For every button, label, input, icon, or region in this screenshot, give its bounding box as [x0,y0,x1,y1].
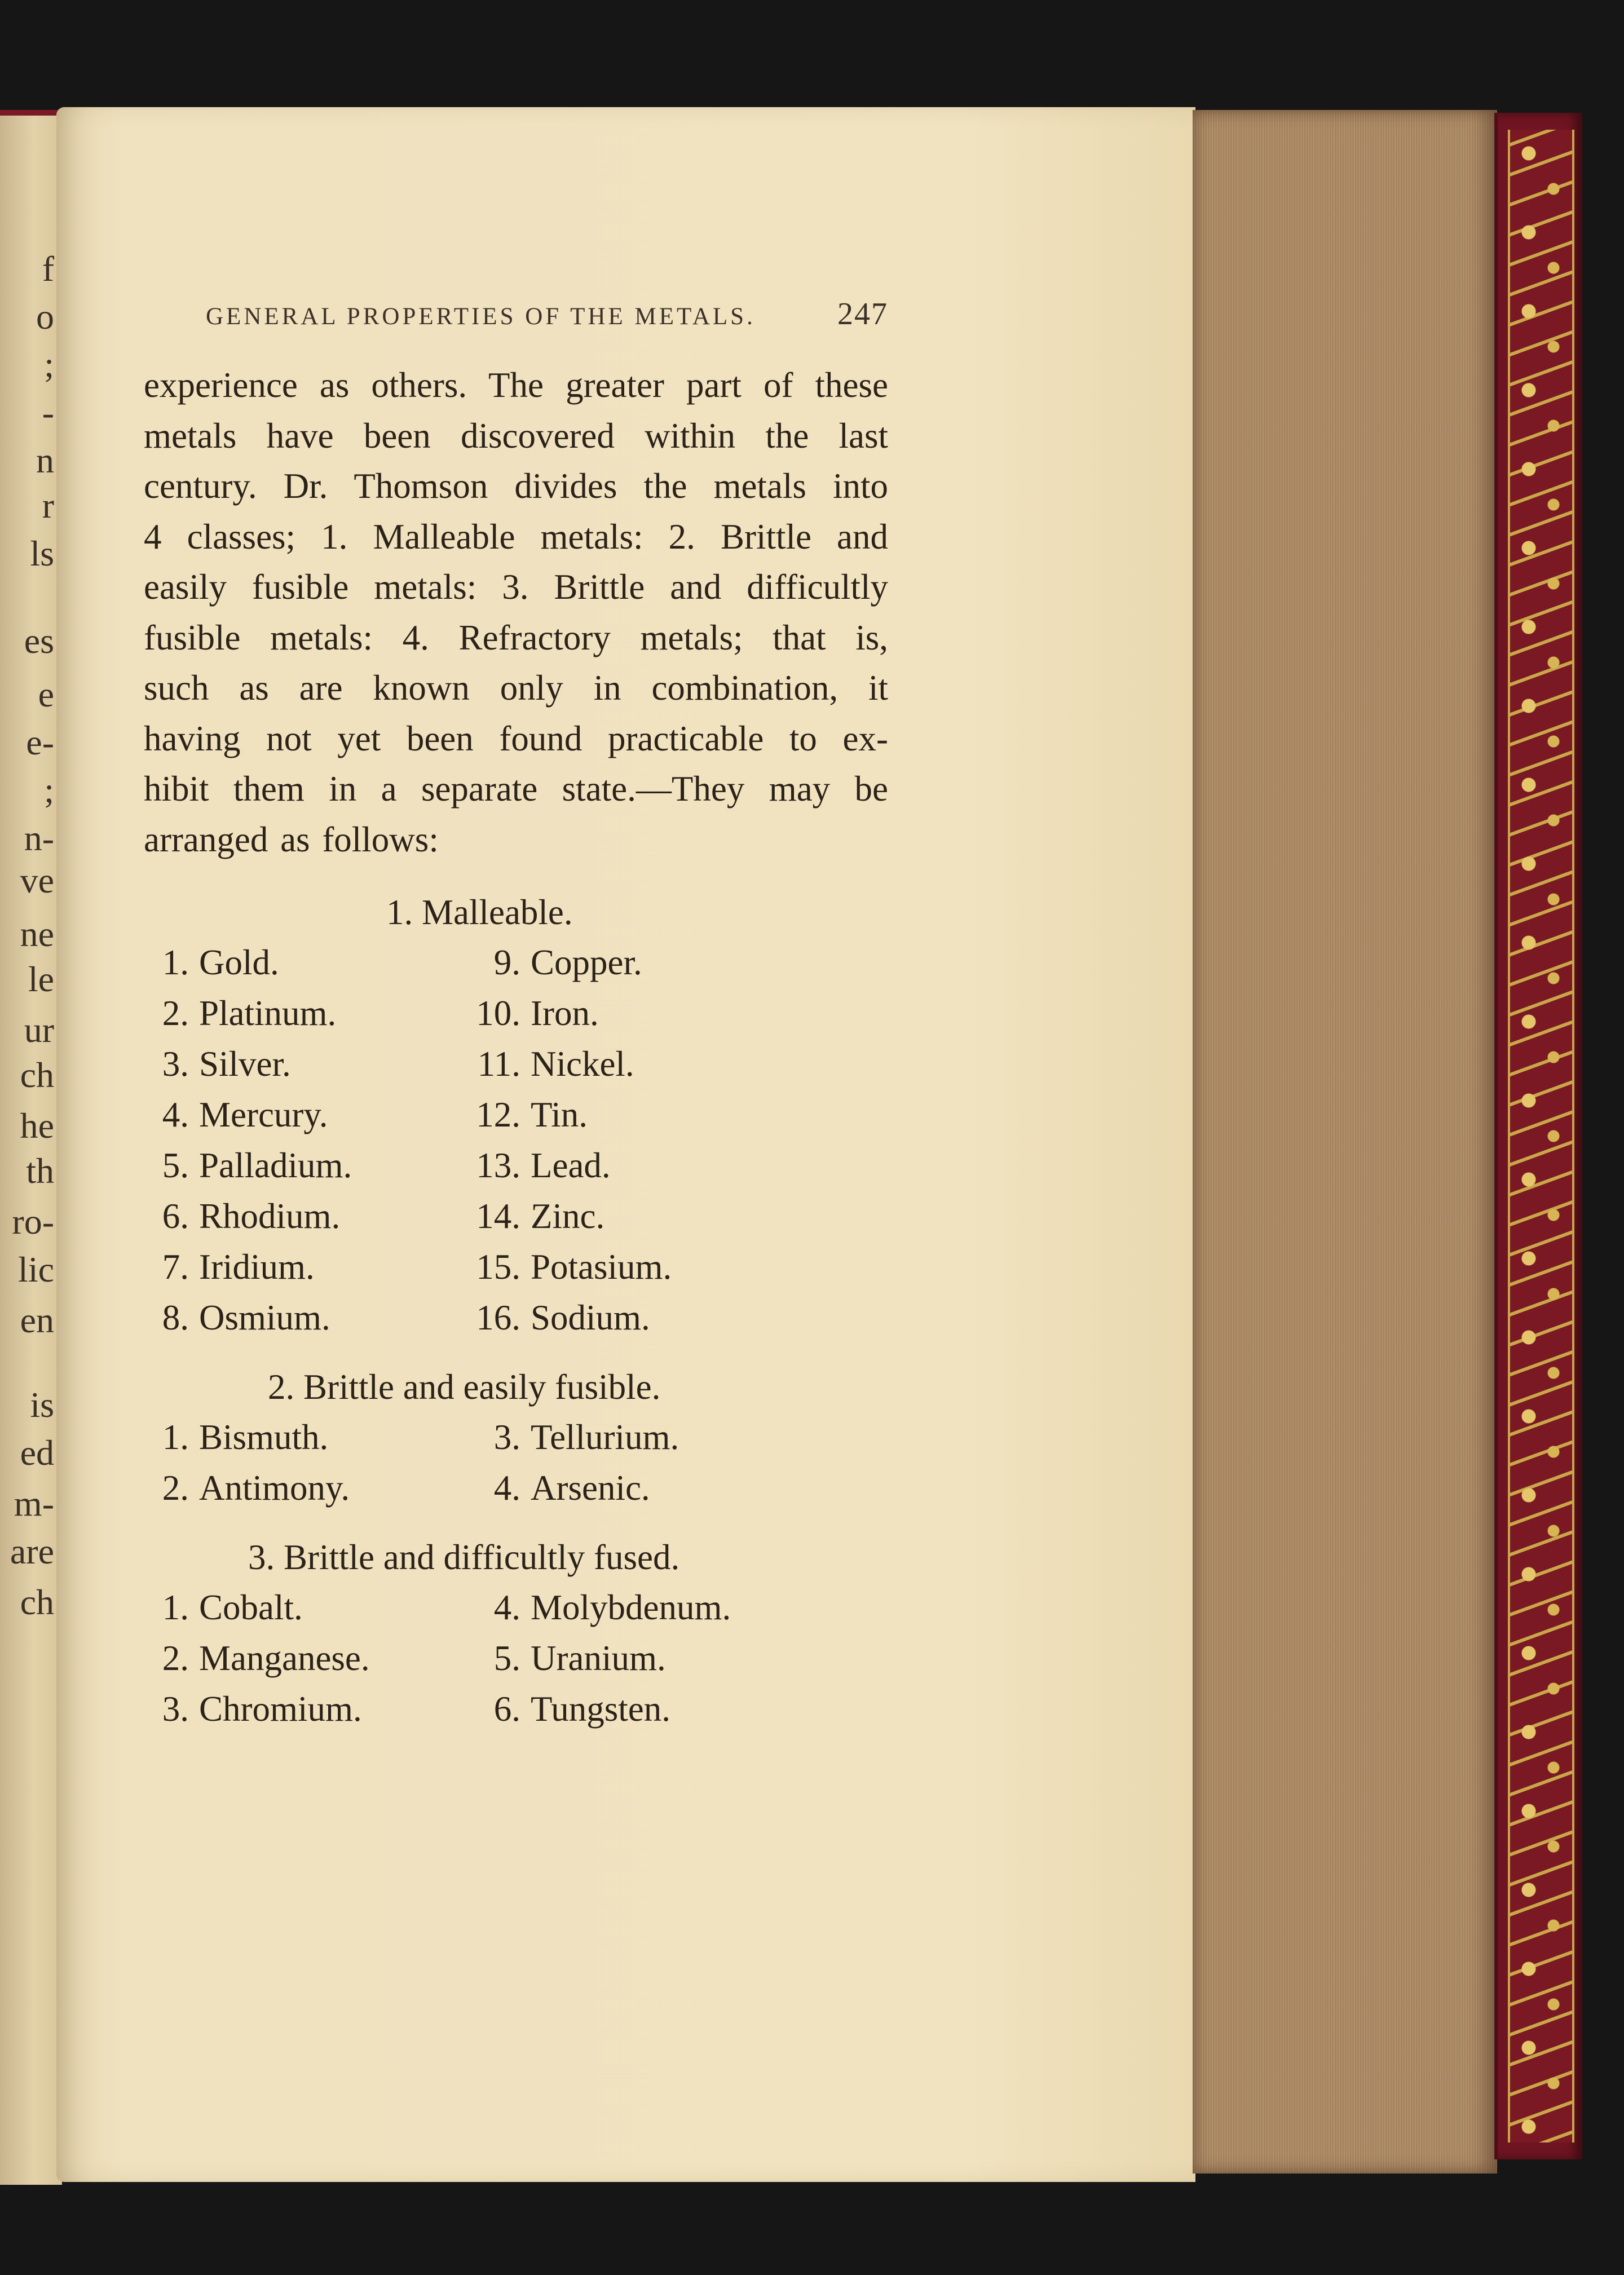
paragraph [144,360,888,865]
metal-number: 5. [162,1146,189,1185]
metal-entry [460,1292,775,1343]
previous-page-text-fragment: n [36,440,54,480]
metal-entry [460,1633,775,1684]
metal-entry [460,1582,775,1633]
metal-number: 9. [493,943,520,982]
previous-page-text-fragment: th [26,1151,54,1191]
metal-number: 1. [162,1588,189,1627]
metal-number: 6. [162,1196,189,1236]
metal-entry [144,1292,460,1343]
previous-page-text-fragment: r [42,485,54,525]
metal-entry [144,1684,460,1734]
metal-name: Tellurium. [531,1417,679,1457]
metal-name: Cobalt. [199,1588,303,1627]
metal-number: 8. [162,1298,189,1337]
metal-number: 3. [162,1044,189,1084]
metal-number: 3. [162,1689,189,1729]
metal-number: 4. [493,1468,520,1508]
metal-number: 3. [493,1417,520,1457]
metal-number: 14. [476,1196,520,1236]
page-number: 247 [837,297,888,332]
metal-name: Mercury. [199,1095,328,1134]
previous-page-text-fragment: he [20,1106,54,1146]
metal-name: Copper. [531,943,642,982]
metal-number: 5. [493,1638,520,1678]
metal-entry [144,1039,460,1089]
metal-name: Iron. [531,993,599,1033]
previous-page-text-fragment: ; [44,344,54,385]
metal-entry [144,1412,460,1463]
paragraph-line: experience as others. The greater part of these [144,365,888,405]
metal-number: 2. [162,993,189,1033]
metal-number: 13. [476,1146,520,1185]
page-text [144,296,888,1734]
metal-name: Sodium. [531,1298,650,1337]
metal-number: 12. [476,1095,520,1134]
metal-name: Potasium. [531,1247,672,1287]
paragraph-line: hibit them in a separate state.—They may be [144,769,888,809]
previous-page-text-fragment: ve [20,860,54,900]
metal-entry [144,1633,460,1684]
metal-name: Lead. [531,1146,611,1185]
previous-page-text-fragment: m- [14,1483,54,1523]
metal-name: Uranium. [531,1638,666,1678]
metal-number: 4. [493,1588,520,1627]
metal-number: 1. [162,1417,189,1457]
metal-name: Bismuth. [199,1417,329,1457]
section-title: 3. Brittle and difficultly fused. [248,1538,680,1577]
metal-name: Rhodium. [199,1196,341,1236]
paragraph-line: fusible metals: 4. Refractory metals; that is, [144,617,888,657]
previous-page-text-fragment: f [42,249,54,289]
paragraph-line: having not yet been found practicable to ex- [144,718,888,758]
metal-entry [144,988,460,1039]
metal-name: Tin. [531,1095,588,1134]
previous-page-text-fragment: o [36,297,54,337]
paragraph-line: 4 classes; 1. Malleable metals: 2. Brittle and [144,516,888,556]
metal-number: 11. [477,1044,520,1084]
section-title: 1. Malleable. [386,893,573,932]
metal-name: Tungsten. [531,1689,671,1729]
previous-page-text-fragment: ch [20,1582,54,1622]
previous-page-text-fragment: ne [20,914,54,954]
previous-page-text-fragment: le [28,959,54,999]
previous-page-edge [0,110,62,2185]
metal-number: 6. [493,1689,520,1729]
previous-page-text-fragment: e [38,674,54,714]
previous-page-text-fragment: ls [30,533,54,573]
paragraph-line: metals have been discovered within the last [144,416,888,456]
metal-name: Antimony. [199,1468,350,1508]
metal-entry [144,1463,460,1513]
metal-entry [460,988,775,1039]
metal-entry [460,937,775,988]
paragraph-line: arranged as follows: [144,819,439,859]
paragraph-line: century. Dr. Thomson divides the metals into [144,466,888,506]
metal-number: 10. [476,993,520,1033]
metal-name: Molybdenum. [531,1588,731,1627]
metal-entry [460,1463,775,1513]
metal-list [144,1582,888,1734]
previous-page-text-fragment: - [42,392,54,432]
book-cover [1494,113,1582,2159]
previous-page-text-fragment: are [10,1531,54,1571]
metal-entry [460,1684,775,1734]
paragraph-line: easily fusible metals: 3. Brittle and difficultly [144,567,888,607]
previous-page-text-fragment: lic [18,1249,54,1289]
metal-entry [144,1582,460,1633]
metal-list [144,1412,888,1513]
metal-name: Osmium. [199,1298,330,1337]
metal-entry [460,1242,775,1292]
metal-entry [460,1140,775,1191]
paragraph-line: such as are known only in combination, it [144,668,888,708]
metal-number: 2. [162,1638,189,1678]
previous-page-text-fragment: n- [24,818,54,858]
metal-entry [460,1412,775,1463]
previous-page-text-fragment: is [30,1385,54,1425]
metal-name: Chromium. [199,1689,362,1729]
metal-name: Platinum. [199,993,337,1033]
previous-page-text-fragment: ; [44,770,54,810]
metal-entry [144,1242,460,1292]
metal-name: Arsenic. [531,1468,650,1508]
section-title: 2. Brittle and easily fusible. [268,1367,661,1407]
metal-name: Gold. [199,943,279,982]
metal-number: 15. [476,1247,520,1287]
previous-page-text-fragment: ro- [12,1201,54,1242]
previous-page-text-fragment: en [20,1300,54,1340]
metal-classes [144,887,888,1734]
previous-page-text-fragment: ch [20,1055,54,1095]
previous-page-text-fragment: e- [26,722,54,762]
metal-number: 2. [162,1468,189,1508]
page-block-edge [1193,110,1497,2174]
previous-page-text-fragment: ur [24,1010,54,1050]
metal-entry [144,1140,460,1191]
running-head [206,296,888,332]
metal-name: Silver. [199,1044,291,1084]
metal-name: Manganese. [199,1638,370,1678]
previous-page-text-fragment: ed [20,1433,54,1473]
metal-number: 16. [476,1298,520,1337]
metal-name: Zinc. [531,1196,605,1236]
metal-entry [460,1191,775,1242]
metal-entry [144,937,460,988]
metal-list [144,937,888,1343]
metal-number: 7. [162,1247,189,1287]
previous-page-text-fragment: es [24,621,54,661]
metal-number: 1. [162,943,189,982]
metal-entry [460,1089,775,1140]
metal-entry [144,1191,460,1242]
metal-name: Nickel. [531,1044,634,1084]
metal-name: Iridium. [199,1247,315,1287]
metal-number: 4. [162,1095,189,1134]
gilt-border-ornament [1508,130,1574,2143]
running-head-title: GENERAL PROPERTIES OF THE METALS. [206,303,756,330]
metal-entry [144,1089,460,1140]
metal-name: Palladium. [199,1146,352,1185]
metal-entry [460,1039,775,1089]
